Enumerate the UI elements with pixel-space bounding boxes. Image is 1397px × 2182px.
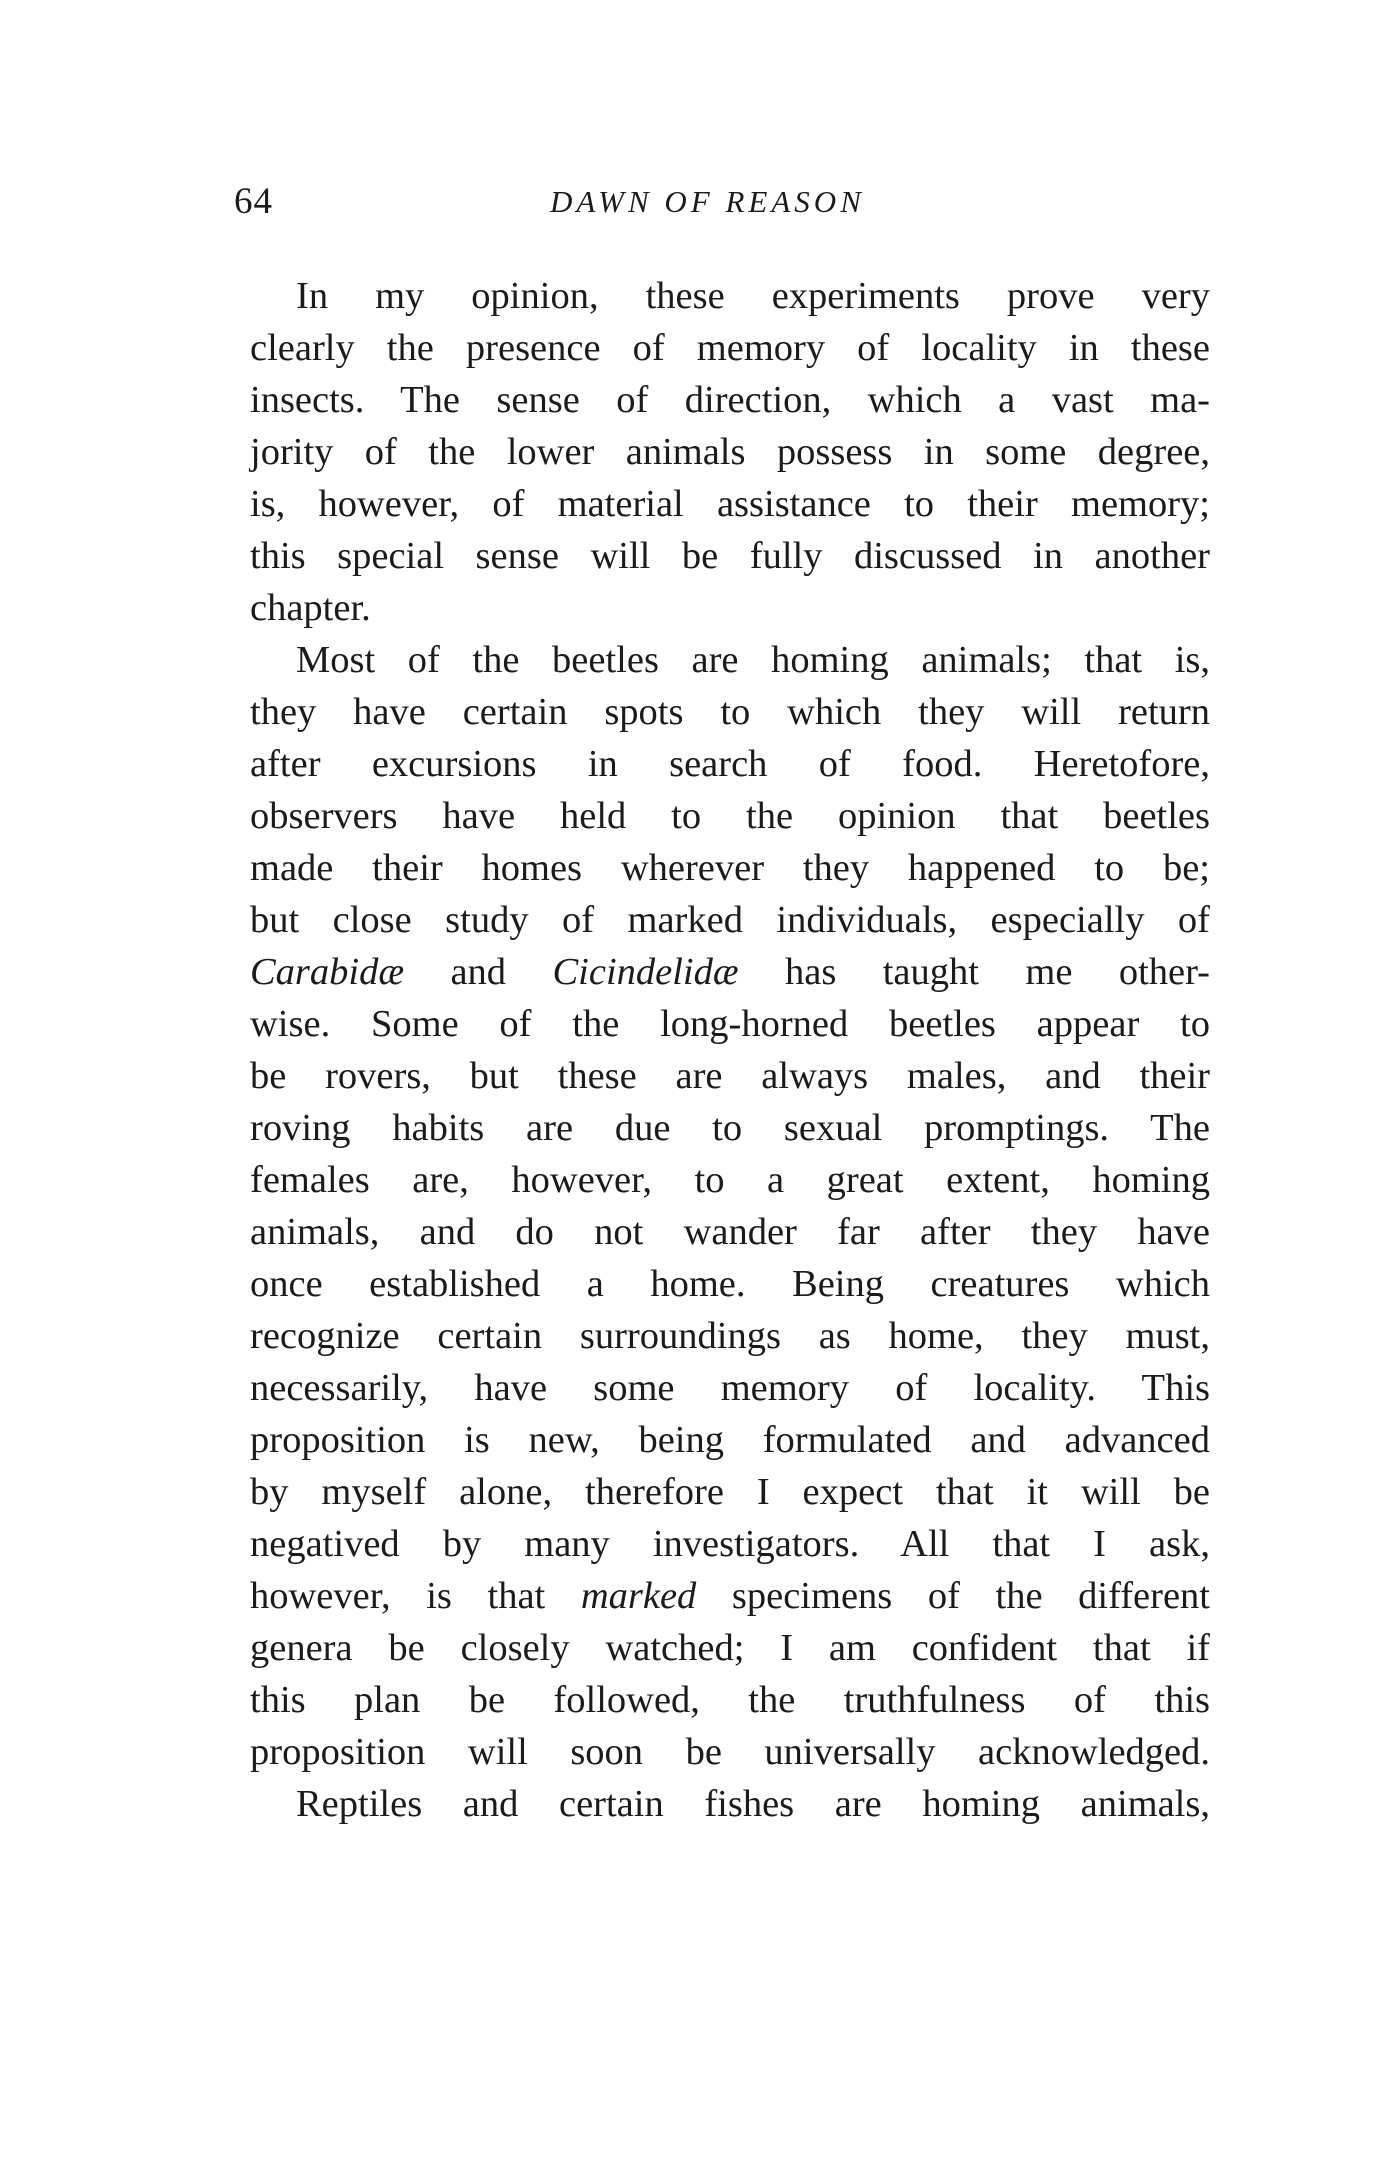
text-line: once established a home. Being creatures which [250,1263,1210,1305]
body-text [250,270,1210,1830]
text-line: be rovers, but these are always males, and their [250,1055,1210,1097]
text-line: proposition is new, being formulated and advanced [250,1419,1210,1461]
text-line: wise. Some of the long-horned beetles appear to [250,1003,1210,1045]
text-line: In my opinion, these experiments prove very [296,275,1210,317]
text-line: after excursions in search of food. Heretofore, [250,743,1210,785]
text-line: recognize certain surroundings as home, they must, [250,1315,1210,1357]
text-line: animals, and do not wander far after they have [250,1211,1210,1253]
text-line: proposition will soon be universally acknowledged. [250,1731,1210,1773]
text-line: observers have held to the opinion that beetles [250,795,1210,837]
text-line: necessarily, have some memory of locality. This [250,1367,1210,1409]
text-line: Carabidæ and Cicindelidæ has taught me other- [250,951,1210,993]
text-line: females are, however, to a great extent, homing [250,1159,1210,1201]
text-line: this special sense will be fully discussed in another [250,535,1210,577]
text-line: is, however, of material assistance to their memory; [250,483,1210,525]
text-line: by myself alone, therefore I expect that it will be [250,1471,1210,1513]
text-line: jority of the lower animals possess in some degree, [250,431,1210,473]
text-line: insects. The sense of direction, which a vast ma- [250,379,1210,421]
text-line: but close study of marked individuals, especially of [250,899,1210,941]
text-line: genera be closely watched; I am confident that if [250,1627,1210,1669]
text-line: chapter. [250,587,371,629]
text-line: Reptiles and certain fishes are homing animals, [296,1783,1210,1825]
text-line: however, is that marked specimens of the different [250,1575,1210,1617]
text-line: roving habits are due to sexual promptings. The [250,1107,1210,1149]
page-number: 64 [234,181,273,222]
text-line: this plan be followed, the truthfulness of this [250,1679,1210,1721]
text-line: clearly the presence of memory of locality in these [250,327,1210,369]
text-line: Most of the beetles are homing animals; that is, [296,639,1210,681]
text-line: they have certain spots to which they will return [250,691,1210,733]
text-line: negatived by many investigators. All that I ask, [250,1523,1210,1565]
running-head [230,180,1210,230]
running-title: DAWN OF REASON [550,184,865,219]
text-line: made their homes wherever they happened to be; [250,847,1210,889]
